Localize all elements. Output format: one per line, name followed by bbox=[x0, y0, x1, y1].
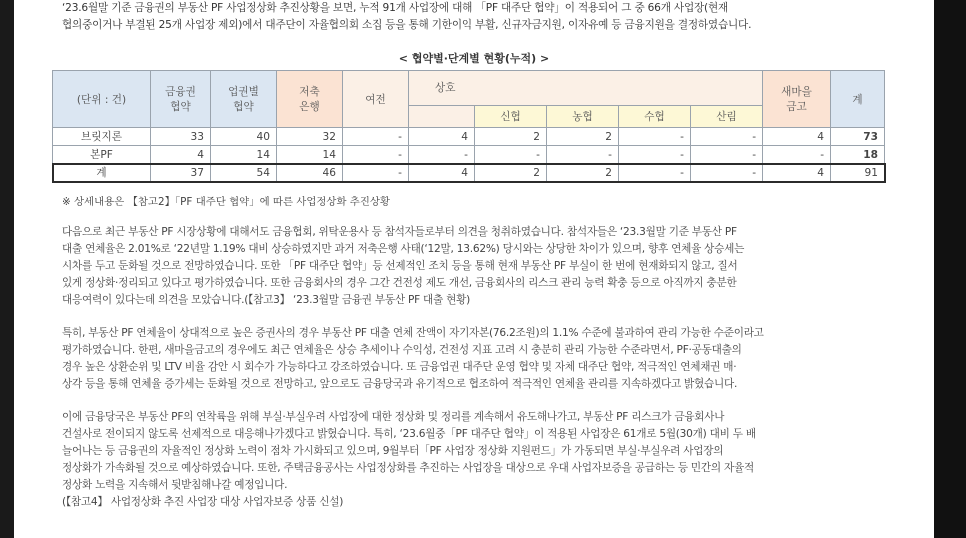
table-note: ※ 상세내용은 【참고2】「PF 대주단 협약」에 따른 사업정상화 추진상황 bbox=[62, 196, 390, 208]
paragraph-market bbox=[62, 224, 932, 309]
cell: - bbox=[691, 164, 763, 182]
header-shinhyup: 신협 bbox=[475, 105, 547, 127]
header-credit-finance: 여전 bbox=[343, 71, 409, 128]
cell: 4 bbox=[763, 128, 831, 146]
paragraph-line: 대응여력이 있다는데 의견을 모았습니다.(【참고3】 ‘23.3월말 금융권 부동산 PF 대출 현황) bbox=[62, 294, 470, 307]
cell: - bbox=[619, 146, 691, 164]
cell: 2 bbox=[475, 128, 547, 146]
header-savings-bank: 저축 은행 bbox=[277, 71, 343, 128]
cell: 2 bbox=[547, 164, 619, 182]
paragraph-policy bbox=[62, 409, 932, 512]
paragraph-line: 정상화 노력을 지속해서 뒷받침해나갈 예정입니다. bbox=[62, 479, 288, 492]
header-sector-agreement: 업권별 협약 bbox=[211, 71, 277, 128]
header-mutual: 상호 bbox=[409, 71, 763, 106]
row-label: 본PF bbox=[53, 146, 151, 164]
header-nonghyup: 농협 bbox=[547, 105, 619, 127]
paragraph-line: 정상화가 가속화될 것으로 예상하였습니다. 또한, 주택금융공사는 사업정상화를 추진하는 사업장을 대상으로 우대 사업자보증을 공급하는 등 민간의 자율적 bbox=[62, 462, 754, 475]
paragraph-line: 시차를 두고 둔화될 것으로 전망하였습니다. 또한 「PF 대주단 협약」등 선제적인 조치 등을 통해 현재 부동산 PF 부실이 한 번에 현재화되지 않고, 질서 bbox=[62, 260, 738, 273]
table-row-sum bbox=[53, 164, 885, 182]
cell: - bbox=[343, 146, 409, 164]
paragraph-line: 상각 등을 통해 연체율 증가세는 둔화될 것으로 전망하고, 앞으로도 금융당국과 유기적으로 협조하여 적극적인 연체율 관리를 지속하겠다고 밝혔습니다. bbox=[62, 378, 738, 391]
cell: - bbox=[409, 146, 475, 164]
header-total: 계 bbox=[831, 71, 885, 128]
status-table bbox=[52, 70, 885, 182]
intro-line-1: ‘23.6월말 기준 금융권의 부동산 PF 사업정상화 추진상황을 보면, 누적 91개 사업장에 대해 「PF 대주단 협약」이 적용되어 그 중 66개 사업장(현재 bbox=[62, 2, 729, 14]
cell: - bbox=[619, 128, 691, 146]
cell: 40 bbox=[211, 128, 277, 146]
paragraph-line: 늘어나는 등 금융권의 자율적인 정상화 노력이 점차 가시화되고 있으며, 9월부터「PF 사업장 정상화 지원펀드」가 가동되면 부실·부실우려 사업장의 bbox=[62, 445, 724, 458]
paragraph-line: 경우 높은 상환순위 및 LTV 비율 감안 시 회수가 가능하다고 강조하였습니다. 또 금융업권 대주단 운영 협약 및 자체 대주단 협약, 적극적인 연체채권 매· bbox=[62, 361, 737, 374]
row-label: 브릿지론 bbox=[53, 128, 151, 146]
cell: 37 bbox=[151, 164, 211, 182]
intro-line-2: 협의중이거나 부결된 25개 사업장 제외)에서 대주단이 자율협의회 소집 등을 통해 기한이익 부활, 신규자금지원, 이자유예 등 금융지원을 결정하였습니다. bbox=[62, 19, 752, 31]
cell: 4 bbox=[409, 128, 475, 146]
cell: 4 bbox=[409, 164, 475, 182]
cell: 4 bbox=[151, 146, 211, 164]
cell: 4 bbox=[763, 164, 831, 182]
paragraph-line: 건설사로 전이되지 않도록 선제적으로 대응해나가겠다고 밝혔습니다. 특히, ‘23.6월중「PF 대주단 협약」이 적용된 사업장은 61개로 5월(30개) 대비 두 배 bbox=[62, 428, 756, 441]
table-caption: < 협약별·단계별 현황(누적) > bbox=[398, 52, 550, 65]
cell: 54 bbox=[211, 164, 277, 182]
header-suhyup: 수협 bbox=[619, 105, 691, 127]
table-row bbox=[53, 128, 885, 146]
cell-total: 18 bbox=[831, 146, 885, 164]
header-unit: (단위 : 건) bbox=[53, 71, 151, 128]
document-page bbox=[14, 0, 934, 538]
cell: - bbox=[343, 164, 409, 182]
cell: 14 bbox=[211, 146, 277, 164]
paragraph-line: 특히, 부동산 PF 연체율이 상대적으로 높은 증권사의 경우 부동산 PF 대출 연체 잔액이 자기자본(76.2조원)의 1.1% 수준에 불과하여 관리 가능한 수준이라고 bbox=[62, 327, 764, 339]
header-saemaul: 새마을 금고 bbox=[763, 71, 831, 128]
cell: 14 bbox=[277, 146, 343, 164]
header-bank-agreement: 금융권 협약 bbox=[151, 71, 211, 128]
paragraph-securities bbox=[62, 325, 932, 393]
cell: - bbox=[343, 128, 409, 146]
cell: - bbox=[691, 128, 763, 146]
cell: 2 bbox=[547, 128, 619, 146]
cell: 33 bbox=[151, 128, 211, 146]
header-sanrim: 산림 bbox=[691, 105, 763, 127]
cell: 2 bbox=[475, 164, 547, 182]
cell-total: 73 bbox=[831, 128, 885, 146]
paragraph-line: 있게 정상화·정리되고 있다고 평가하였습니다. 또한 금융회사의 경우 그간 건전성 제도 개선, 금융회사의 리스크 관리 능력 확충 등으로 아직까지 충분한 bbox=[62, 277, 737, 290]
cell: - bbox=[619, 164, 691, 182]
cell: - bbox=[547, 146, 619, 164]
paragraph-line: 대출 연체율은 2.01%로 ‘22년말 1.19% 대비 상승하였지만 과거 저축은행 사태(‘12말, 13.62%) 당시와는 상당한 차이가 있으며, 향후 연체율 상승세는 bbox=[62, 243, 745, 256]
header-mutual-blank bbox=[409, 105, 475, 127]
cell: - bbox=[475, 146, 547, 164]
table-row bbox=[53, 146, 885, 164]
paragraph-line: 평가하였습니다. 한편, 새마을금고의 경우에도 최근 연체율은 상승 추세이나 수익성, 건전성 지표 고려 시 충분히 관리 가능한 수준라면서, PF·공동대출의 bbox=[62, 344, 742, 357]
cell: - bbox=[763, 146, 831, 164]
cell: 32 bbox=[277, 128, 343, 146]
row-label: 계 bbox=[53, 164, 151, 182]
window-edge bbox=[934, 0, 966, 538]
cell: - bbox=[691, 146, 763, 164]
paragraph-line: (【참고4】 사업정상화 추진 사업장 대상 사업자보증 상품 신설) bbox=[62, 496, 344, 509]
paragraph-line: 이에 금융당국은 부동산 PF의 연착륙을 위해 부실·부실우려 사업장에 대한 정상화 및 정리를 계속해서 유도해나가고, 부동산 PF 리스크가 금융회사나 bbox=[62, 411, 725, 423]
paragraph-line: 다음으로 최근 부동산 PF 시장상황에 대해서도 금융협회, 위탁운용사 등 참석자들로부터 의견을 청취하였습니다. 참석자들은 ‘23.3월말 기준 부동산 PF bbox=[62, 226, 737, 238]
cell-total: 91 bbox=[831, 164, 885, 182]
cell: 46 bbox=[277, 164, 343, 182]
